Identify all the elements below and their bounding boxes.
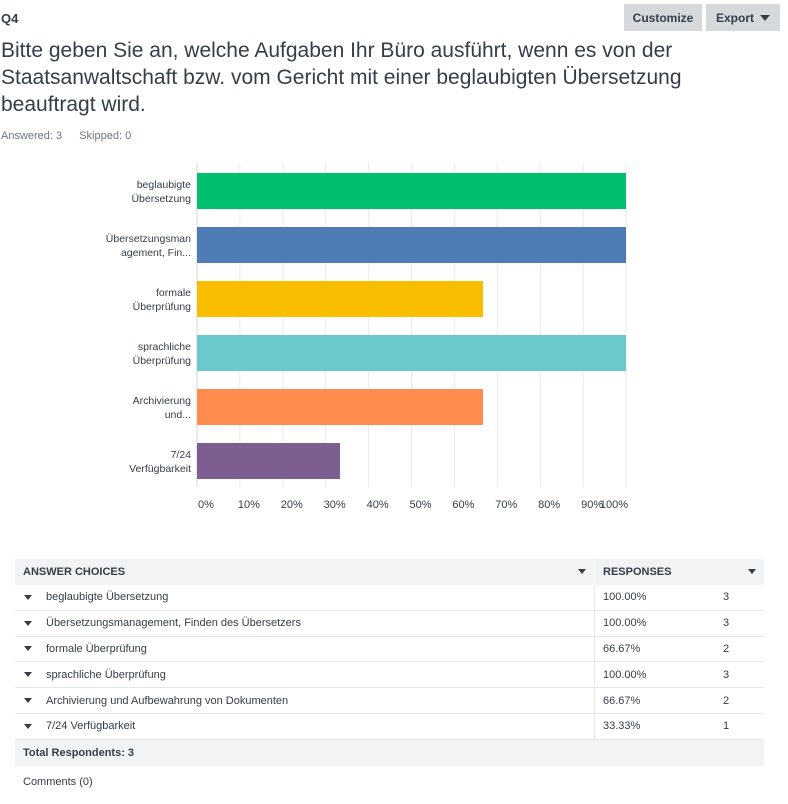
x-tick-label: 30% — [323, 499, 346, 511]
response-percent: 100.00% — [603, 668, 647, 681]
table-row — [15, 688, 764, 714]
table-row — [15, 637, 764, 663]
category-label: Überprüfung — [132, 301, 191, 313]
bar — [197, 335, 626, 371]
bar — [197, 227, 626, 263]
category-label: formale — [155, 287, 191, 299]
responses-header[interactable] — [595, 559, 764, 585]
x-tick-label: 100% — [599, 499, 629, 511]
answered-count: Answered: 3 — [1, 130, 63, 142]
category-label: sprachliche — [137, 341, 191, 353]
sort-caret-icon — [748, 569, 756, 574]
answer-choice-label: formale Überprüfung — [46, 642, 147, 655]
category-label: Überprüfung — [132, 355, 191, 367]
table-row — [15, 662, 764, 688]
answer-table — [15, 559, 764, 766]
x-tick-label: 80% — [538, 499, 561, 511]
answer-choice-label: Übersetzungsmanagement, Finden des Übersetzers — [46, 617, 301, 630]
responses-header-label: RESPONSES — [603, 566, 672, 578]
x-tick-label: 0% — [198, 499, 214, 511]
table-row — [15, 714, 764, 740]
response-percent: 100.00% — [603, 591, 647, 604]
table-row — [15, 611, 764, 637]
response-count: 2 — [723, 642, 730, 655]
category-label: beglaubigte — [136, 179, 191, 191]
response-stats — [1, 130, 145, 142]
category-label: agement, Fin... — [120, 247, 191, 259]
export-button[interactable] — [706, 4, 780, 31]
response-percent: 66.67% — [603, 642, 641, 655]
answer-choice-label: beglaubigte Übersetzung — [46, 591, 169, 604]
x-tick-label: 40% — [366, 499, 389, 511]
response-count: 3 — [723, 617, 730, 630]
table-header — [15, 559, 764, 585]
bar — [197, 281, 483, 317]
customize-label: Customize — [632, 10, 694, 25]
expand-caret-icon[interactable] — [24, 621, 32, 626]
expand-caret-icon[interactable] — [24, 724, 32, 729]
answer-choice-label: sprachliche Überprüfung — [46, 668, 166, 681]
export-label: Export — [715, 10, 754, 25]
response-count: 3 — [723, 668, 730, 681]
x-tick-label: 10% — [237, 499, 260, 511]
customize-button[interactable] — [624, 4, 702, 31]
total-respondents: Total Respondents: 3 — [15, 740, 764, 766]
expand-caret-icon[interactable] — [24, 646, 32, 651]
response-count: 1 — [723, 720, 730, 733]
skipped-count: Skipped: 0 — [79, 130, 132, 142]
expand-caret-icon[interactable] — [24, 698, 32, 703]
category-label: Verfügbarkeit — [129, 463, 191, 475]
answer-choices-header-label: ANSWER CHOICES — [23, 566, 126, 578]
expand-caret-icon[interactable] — [24, 595, 32, 600]
category-label: Übersetzungsman — [105, 233, 191, 245]
category-label: Archivierung — [132, 395, 191, 407]
sort-caret-icon — [578, 569, 586, 574]
category-label: und... — [164, 409, 191, 421]
comments-link[interactable]: Comments (0) — [23, 776, 93, 788]
answer-choices-header[interactable] — [15, 559, 595, 585]
chevron-down-icon — [760, 15, 770, 21]
response-count: 2 — [723, 694, 730, 707]
expand-caret-icon[interactable] — [24, 672, 32, 677]
bar — [197, 443, 340, 479]
response-percent: 66.67% — [603, 694, 641, 707]
answer-choice-label: Archivierung und Aufbewahrung von Dokumenten — [46, 694, 289, 707]
category-label: Übersetzung — [131, 193, 191, 205]
bar-chart — [0, 160, 788, 520]
question-number: Q4 — [1, 11, 19, 26]
x-tick-label: 90% — [581, 499, 604, 511]
bar — [197, 389, 483, 425]
table-row — [15, 585, 764, 611]
response-percent: 100.00% — [603, 617, 647, 630]
x-tick-label: 70% — [495, 499, 518, 511]
x-tick-label: 60% — [452, 499, 475, 511]
response-count: 3 — [723, 591, 730, 604]
category-label: 7/24 — [170, 449, 191, 461]
response-percent: 33.33% — [603, 720, 641, 733]
answer-choice-label: 7/24 Verfügbarkeit — [46, 720, 136, 733]
x-tick-label: 50% — [409, 499, 432, 511]
x-tick-label: 20% — [280, 499, 303, 511]
bar — [197, 173, 626, 209]
question-title: Bitte geben Sie an, welche Aufgaben Ihr Büro ausführt, wenn es von der Staatsanwaltschaft bzw. vom Gericht mit einer beglaubigten Übersetzung beauftragt wird. — [1, 39, 682, 116]
